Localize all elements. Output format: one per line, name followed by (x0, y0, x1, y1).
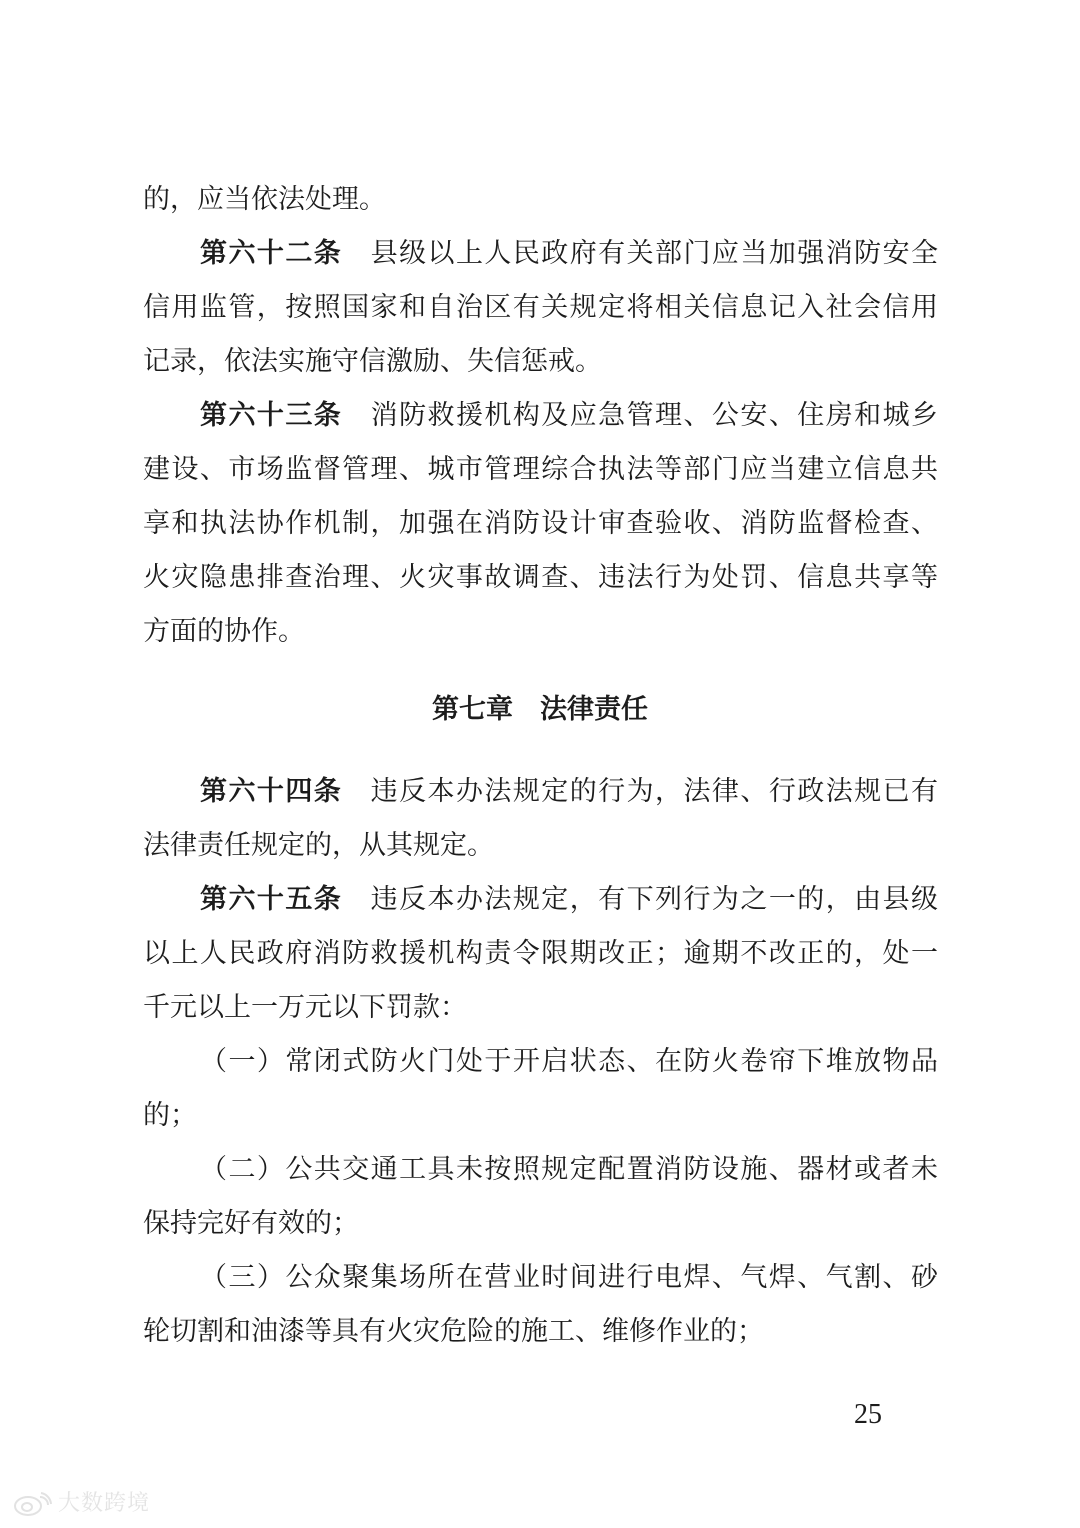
text-line: 保持完好有效的； (143, 1208, 359, 1239)
article-label: 第六十三条 (200, 400, 343, 431)
text-line: 千元以上一万元以下罚款： (143, 992, 467, 1023)
article-text: 县级以上人民政府有关部门应当加强消防安全 (370, 238, 939, 269)
text-line: 记录，依法实施守信激励、失信惩戒。 (143, 346, 602, 377)
watermark (12, 1490, 150, 1518)
text-line: 的，应当依法处理。 (143, 184, 386, 215)
text-line: 火灾隐患排查治理、火灾事故调查、违法行为处罚、信息共享等 (143, 562, 938, 593)
text-line: 享和执法协作机制，加强在消防设计审查验收、消防监督检查、 (143, 508, 938, 539)
article-62-first-line (200, 237, 938, 271)
watermark-text: 大数跨境 (58, 1491, 151, 1516)
text-line: 方面的协作。 (143, 616, 305, 647)
article-label: 第六十二条 (200, 238, 343, 269)
article-text: 违反本办法规定的行为，法律、行政法规已有 (370, 776, 939, 807)
text-line: 的； (143, 1100, 197, 1131)
text-line: 法律责任规定的，从其规定。 (143, 830, 494, 861)
text-line: 以上人民政府消防救援机构责令限期改正；逾期不改正的，处一 (143, 938, 938, 969)
article-65-first-line (200, 883, 938, 917)
page-number: 25 (854, 1399, 882, 1430)
text-line: 轮切割和油漆等具有火灾危险的施工、维修作业的； (143, 1316, 764, 1347)
article-text: 违反本办法规定，有下列行为之一的，由县级 (370, 884, 939, 915)
list-item-1: （一）常闭式防火门处于开启状态、在防火卷帘下堆放物品 (200, 1046, 938, 1077)
article-63-first-line (200, 399, 938, 433)
text-line: 建设、市场监督管理、城市管理综合执法等部门应当建立信息共 (143, 454, 938, 485)
article-label: 第六十五条 (200, 884, 343, 915)
chapter-heading: 第七章 法律责任 (432, 694, 648, 725)
weibo-logo-icon (12, 1491, 52, 1517)
list-item-2: （二）公共交通工具未按照规定配置消防设施、器材或者未 (200, 1154, 938, 1185)
text-line: 信用监管，按照国家和自治区有关规定将相关信息记入社会信用 (143, 292, 938, 323)
article-64-first-line (200, 775, 938, 809)
article-text: 消防救援机构及应急管理、公安、住房和城乡 (370, 400, 939, 431)
list-item-3: （三）公众聚集场所在营业时间进行电焊、气焊、气割、砂 (200, 1262, 938, 1293)
article-label: 第六十四条 (200, 776, 343, 807)
